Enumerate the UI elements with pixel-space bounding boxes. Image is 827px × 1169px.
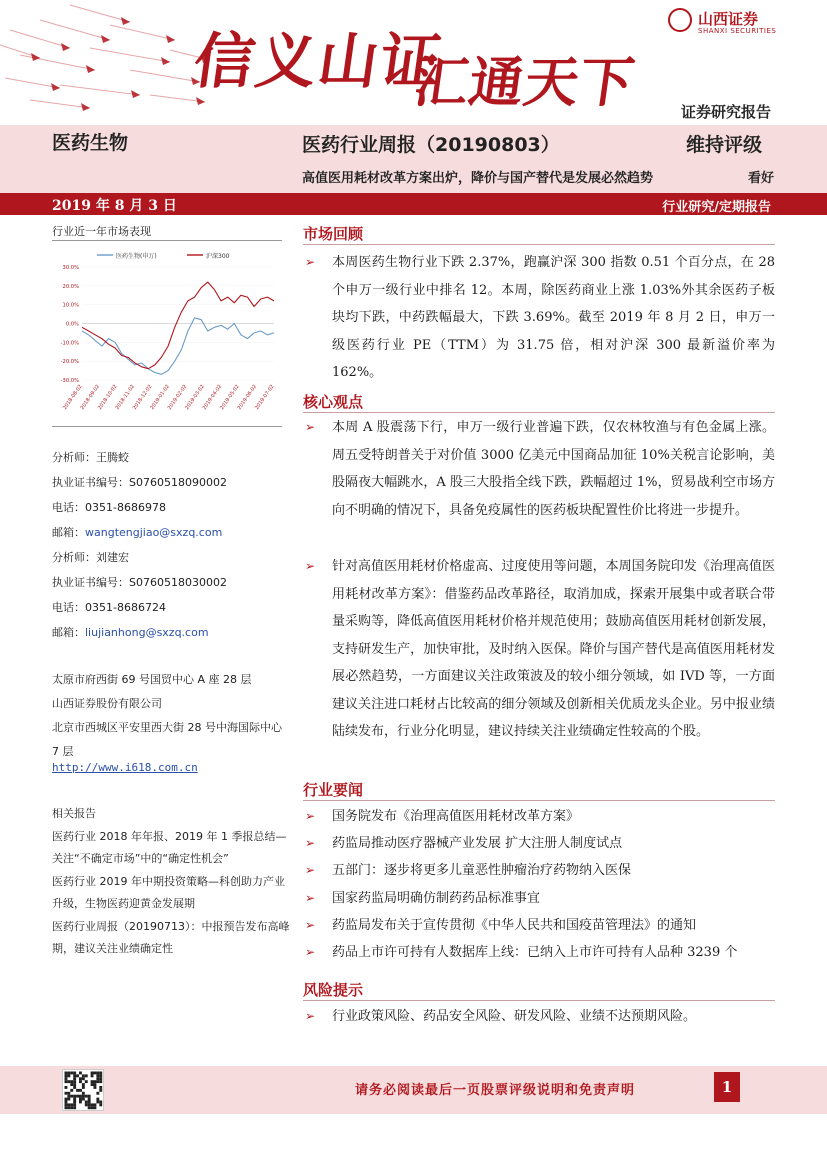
qr-module (91, 1074, 94, 1077)
section-heading-core-view: 核心观点 (303, 393, 364, 411)
news-item[interactable]: ➢ 国家药监局明确仿制药药品标准事宜 (303, 885, 783, 912)
report-type: 证券研究报告 (680, 103, 771, 121)
qr-module (65, 1101, 68, 1104)
arrow-stroke (60, 85, 140, 95)
qr-module (99, 1077, 102, 1080)
news-list (303, 803, 783, 966)
address-line: 北京市西城区平安里西大街 28 号中海国际中心 7 层 (52, 721, 282, 758)
qr-module (79, 1095, 82, 1098)
qr-module (73, 1086, 76, 1089)
qr-module (65, 1092, 68, 1095)
qr-module (82, 1092, 85, 1095)
qr-module (85, 1095, 88, 1098)
market-chart (52, 245, 282, 420)
divider (303, 412, 775, 413)
qr-module (96, 1092, 99, 1095)
x-tick-label: 2019-03-02 (184, 383, 206, 411)
related-report-item[interactable]: 医药行业周报（20190713）：中报预告发布高峰期，建议关注业绩确定性 (52, 919, 290, 955)
legend-label: 沪深300 (206, 253, 230, 260)
x-tick-label: 2019-04-02 (201, 383, 224, 411)
qr-module (73, 1072, 76, 1075)
qr-module (99, 1101, 102, 1104)
arrow-bullet-icon: ➢ (305, 809, 316, 823)
arrow-stroke (130, 70, 200, 82)
divider (52, 240, 282, 241)
qr-module (76, 1089, 79, 1092)
qr-module (79, 1072, 82, 1075)
arrow-stroke (10, 30, 70, 48)
qr-module (99, 1074, 102, 1077)
arrow-stroke (5, 78, 60, 88)
x-tick-label: 2019-07-02 (254, 383, 276, 411)
related-report-item[interactable]: 医药行业 2018 年年报、2019 年 1 季报总结—关注“不确定市场”中的“确定性机会” (52, 829, 287, 865)
core-view-paragraph-1 (303, 414, 775, 524)
qr-module (70, 1072, 73, 1075)
x-tick-label: 2018-12-02 (131, 383, 154, 411)
risk-paragraph (303, 1003, 775, 1031)
qr-module (94, 1103, 97, 1106)
qr-module (67, 1106, 70, 1109)
qr-module (96, 1101, 99, 1104)
analyst-1-phone: 电话：0351-8686978 (52, 501, 166, 514)
qr-module (99, 1103, 102, 1106)
qr-module (65, 1072, 68, 1075)
qr-pattern (63, 1070, 103, 1110)
qr-module (67, 1095, 70, 1098)
qr-module (73, 1080, 76, 1083)
qr-module (96, 1072, 99, 1075)
section-heading-news: 行业要闻 (303, 781, 364, 799)
qr-module (65, 1103, 68, 1106)
arrow-bullet-icon: ➢ (305, 420, 316, 434)
qr-module (70, 1106, 73, 1109)
divider (303, 244, 775, 245)
x-tick-label: 2019-06-02 (236, 383, 259, 411)
arrow-head-icon (121, 17, 130, 25)
qr-module (96, 1080, 99, 1083)
x-tick-label: 2019-05-02 (219, 383, 241, 411)
arrow-head-icon (31, 53, 40, 61)
x-tick-label: 2018-08-02 (62, 383, 84, 411)
qr-module (65, 1080, 68, 1083)
qr-module (82, 1083, 85, 1086)
analyst-2-email-row (52, 624, 209, 640)
qr-module (79, 1098, 82, 1101)
core-view-paragraph-2 (303, 553, 775, 746)
arrow-head-icon (161, 57, 170, 65)
qr-module (79, 1089, 82, 1092)
qr-module (96, 1077, 99, 1080)
qr-module (99, 1072, 102, 1075)
news-item[interactable]: ➢ 国务院发布《治理高值医用耗材改革方案》 (303, 803, 783, 830)
arrow-bullet-icon: ➢ (305, 836, 316, 851)
qr-module (91, 1106, 94, 1109)
qr-module (82, 1077, 85, 1080)
qr-module (88, 1098, 91, 1101)
x-tick-label: 2018-11-02 (114, 383, 137, 411)
qr-module (67, 1098, 70, 1101)
qr-module (65, 1074, 68, 1077)
market-review-paragraph (303, 249, 775, 387)
arrow-bullet-icon: ➢ (305, 917, 316, 932)
qr-module (73, 1103, 76, 1106)
analyst-2-cert: 执业证书编号：S0760518030002 (52, 576, 227, 589)
qr-module (67, 1072, 70, 1075)
company-address (52, 668, 292, 764)
qr-module (73, 1101, 76, 1104)
qr-module (99, 1086, 102, 1089)
qr-module (73, 1098, 76, 1101)
news-item[interactable]: ➢ 药监局发布关于宣传贯彻《中华人民共和国疫苗管理法》的通知 (303, 912, 783, 939)
email-label: 邮箱： (52, 526, 85, 539)
qr-module (67, 1103, 70, 1106)
rating: 维持评级 (686, 134, 763, 156)
qr-module (96, 1074, 99, 1077)
qr-module (94, 1072, 97, 1075)
core-view-text-2: 针对高值医用耗材价格虚高、过度使用等问题，本周国务院印发《治理高值医用耗材改革方案》：借鉴药品改革路径，取消加成，探索开展集中或者联合带量采购等，降低高值医用耗材价格并规范使用；鼓励高值医用耗材创新发展，支持研发生产，加快审批，及时纳入医保。降价与国产替代是高值医用耗材发展必然趋势，一方面建议关注政策波及的较小细分领域，如 IVD 等，一方面建议关注进口耗材占比较高的细分领域及创新相关优质龙头企业。另中报业绩陆续发布，行业分化明显，建议持续关注业绩确定性较高的个股。 (332, 559, 775, 739)
qr-module (85, 1101, 88, 1104)
analyst-1-email-link[interactable]: wangtengjiao@sxzq.com (85, 526, 223, 539)
qr-module (91, 1103, 94, 1106)
qr-module (73, 1095, 76, 1098)
arrow-stroke (20, 55, 95, 70)
analyst-1-email-row (52, 524, 222, 540)
slogan-part2: 汇通天下 (410, 50, 640, 114)
brand-logo (668, 8, 818, 38)
arrow-head-icon (51, 83, 60, 91)
core-view-text-1: 本周 A 股震荡下行，申万一级行业普遍下跌，仅农林牧渔与有色金属上涨。周五受特朗普关于对价值 3000 亿美元中国商品加征 10%关税言论影响，美股隔夜大幅跳水，A 股三大股指全线下跌，跌幅超过 1%，贸易战利空市场方向不明确的情况下，具备免疫属性的医药板块配置性价比将进一步提升。 (332, 420, 775, 518)
qr-module (73, 1077, 76, 1080)
qr-module (82, 1086, 85, 1089)
report-subtitle: 高值医用耗材改革方案出炉，降价与国产替代是发展必然趋势 (302, 171, 654, 186)
qr-module (85, 1080, 88, 1083)
market-review-text: 本周医药生物行业下跌 2.37%，跑赢沪深 300 指数 0.51 个百分点，在 28 个申万一级行业中排名 12。本周，除医药商业上涨 1.03%外其余医药子板块均下跌，中药跌幅最大，下跌 3.69%。截至 2019 年 8 月 2 日，申万一级医药行业 PE（TTM）为 31.75 倍，相对沪深 300 最新溢价率为 162%。 (332, 255, 775, 380)
qr-module (99, 1080, 102, 1083)
qr-module (88, 1101, 91, 1104)
analyst-2-email-link[interactable]: liujianhong@sxzq.com (85, 626, 209, 639)
arrow-bullet-icon: ➢ (305, 255, 316, 269)
report-title: 医药行业周报（20190803） (302, 134, 560, 156)
view-label: 看好 (748, 171, 775, 186)
qr-module (70, 1089, 73, 1092)
brand-name-cn: 山西证券 (698, 10, 759, 28)
x-tick-label: 2018-09-02 (79, 383, 102, 411)
qr-module (76, 1074, 79, 1077)
qr-module (70, 1080, 73, 1083)
section-heading-market-review: 市场回顾 (303, 225, 364, 243)
arrow-bullet-icon: ➢ (305, 945, 316, 960)
qr-module (94, 1080, 97, 1083)
analyst-1-cert: 执业证书编号：S0760518090002 (52, 476, 227, 489)
brand-name-en: SHANXI SECURITIES (698, 27, 777, 35)
divider (303, 800, 775, 801)
qr-module (67, 1074, 70, 1077)
company-name: 山西证券股份有限公司 (52, 697, 162, 710)
page-number: 1 (714, 1072, 740, 1102)
qr-module (91, 1072, 94, 1075)
news-item[interactable]: ➢ 药监局推动医疗器械产业发展 扩大注册人制度试点 (303, 830, 783, 857)
email-label: 邮箱： (52, 626, 85, 639)
arrow-head-icon (81, 103, 90, 111)
y-tick-label: -20.0% (60, 359, 79, 366)
risk-text: 行业政策风险、药品安全风险、研发风险、业绩不达预期风险。 (332, 1009, 697, 1024)
qr-module (70, 1095, 73, 1098)
x-tick-label: 2019-01-02 (149, 383, 171, 411)
analyst-2-name: 分析师：刘建宏 (52, 551, 129, 564)
qr-module (85, 1074, 88, 1077)
related-heading: 相关报告 (52, 807, 96, 820)
qr-module (94, 1083, 97, 1086)
section-heading-risk: 风险提示 (303, 981, 364, 999)
qr-module (82, 1095, 85, 1098)
news-item[interactable]: ➢ 五部门：逐步将更多儿童恶性肿瘤治疗药物纳入医保 (303, 857, 783, 884)
related-reports (52, 803, 292, 961)
arrow-bullet-icon: ➢ (305, 890, 316, 905)
arrow-head-icon (86, 65, 95, 73)
arrow-bullet-icon: ➢ (305, 1009, 316, 1023)
qr-module (96, 1098, 99, 1101)
arrow-head-icon (101, 35, 110, 43)
arrow-head-icon (131, 90, 140, 98)
qr-module (73, 1083, 76, 1086)
arrow-stroke (90, 48, 170, 62)
analyst-2-phone: 电话：0351-8686724 (52, 601, 166, 614)
address-line: 太原市府西街 69 号国贸中心 A 座 28 层 (52, 673, 252, 686)
slogan-part1: 信义山证 (189, 27, 448, 97)
qr-module (76, 1095, 79, 1098)
qr-module (88, 1095, 91, 1098)
qr-module (91, 1083, 94, 1086)
arrow-stroke (70, 5, 130, 22)
qr-module (70, 1083, 73, 1086)
chart-title: 行业近一年市场表现 (52, 225, 151, 238)
qr-module (65, 1098, 68, 1101)
qr-module (99, 1089, 102, 1092)
qr-module (65, 1086, 68, 1089)
qr-module (88, 1106, 91, 1109)
report-category: 行业研究/定期报告 (662, 200, 771, 215)
arrow-stroke (30, 100, 90, 108)
news-item[interactable]: ➢ 药品上市许可持有人数据库上线：已纳入上市许可持有人品种 3239 个 (303, 939, 783, 966)
y-tick-label: 30.0% (62, 265, 79, 271)
qr-module (91, 1080, 94, 1083)
qr-module (65, 1077, 68, 1080)
qr-module (79, 1077, 82, 1080)
qr-module (85, 1103, 88, 1106)
arrow-head-icon (166, 35, 175, 43)
arrow-head-icon (61, 43, 70, 51)
qr-code-icon (62, 1069, 104, 1111)
report-date: 2019 年 8 月 3 日 (52, 198, 177, 214)
website-link[interactable]: http://www.i618.com.cn (52, 761, 198, 774)
y-tick-label: -10.0% (60, 340, 79, 347)
related-report-item[interactable]: 医药行业 2019 年中期投资策略—科创助力产业升级，生物医药迎黄金发展期 (52, 874, 285, 910)
arrow-stroke (110, 25, 175, 40)
qr-module (65, 1106, 68, 1109)
arrow-bullet-icon: ➢ (305, 863, 316, 878)
analyst-1-name: 分析师：王腾蛟 (52, 451, 129, 464)
y-tick-label: 20.0% (62, 283, 79, 290)
arrow-bullet-icon: ➢ (305, 559, 316, 573)
y-tick-label: 0.0% (65, 321, 79, 328)
qr-module (67, 1092, 70, 1095)
divider (52, 426, 282, 427)
x-tick-label: 2018-10-02 (96, 383, 119, 411)
qr-module (79, 1101, 82, 1104)
qr-module (94, 1106, 97, 1109)
qr-module (73, 1106, 76, 1109)
divider (303, 1000, 775, 1001)
brand-mark-icon (668, 8, 692, 32)
legend-label: 医药生物(申万) (116, 253, 157, 260)
x-tick-label: 2019-02-02 (166, 383, 189, 411)
qr-module (70, 1103, 73, 1106)
y-tick-label: -30.0% (60, 378, 79, 384)
arrow-stroke (40, 20, 110, 40)
qr-module (73, 1074, 76, 1077)
qr-module (88, 1103, 91, 1106)
qr-module (82, 1098, 85, 1101)
qr-module (67, 1080, 70, 1083)
qr-module (79, 1080, 82, 1083)
industry-name: 医药生物 (52, 132, 129, 154)
disclaimer: 请务必阅读最后一页股票评级说明和免责声明 (355, 1083, 636, 1098)
y-tick-label: 10.0% (62, 302, 79, 309)
qr-module (94, 1086, 97, 1089)
qr-module (82, 1074, 85, 1077)
